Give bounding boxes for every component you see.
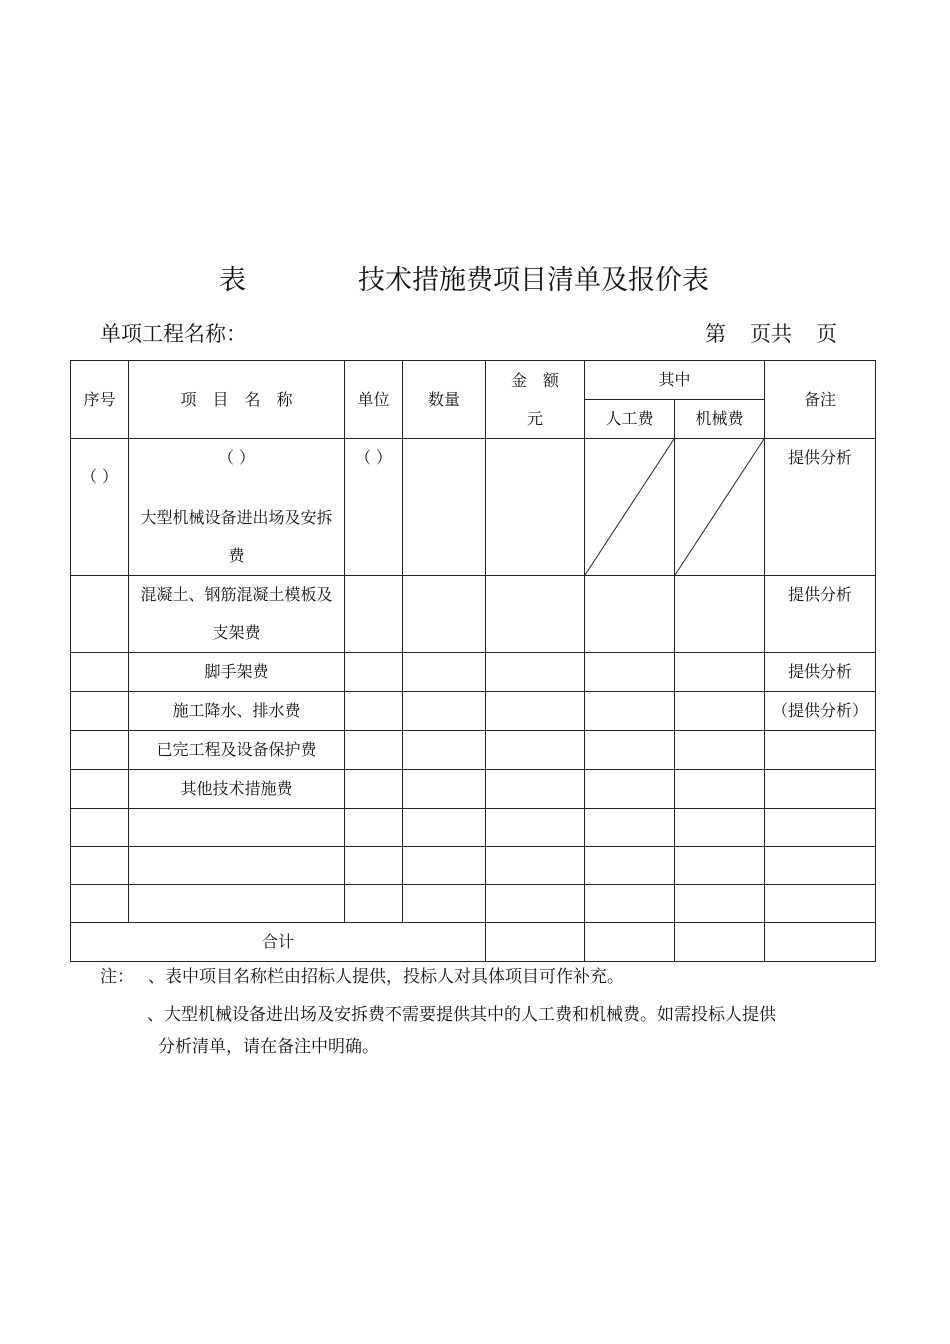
header-amount-top: 金 额: [510, 370, 559, 390]
row1-qty: [403, 439, 486, 576]
blank-cell: [403, 885, 486, 923]
blank-cell: [675, 847, 765, 885]
row3-machine: [675, 653, 765, 692]
row6-unit: [345, 770, 403, 809]
row1-name: [129, 439, 345, 576]
row4-qty: [403, 692, 486, 731]
row1-machine-na: [675, 439, 765, 576]
blank-cell: [585, 847, 675, 885]
row6-amount: [486, 770, 585, 809]
row3-labor: [585, 653, 675, 692]
row2-amount: [486, 576, 585, 653]
diagonal-slash-icon: [675, 439, 764, 575]
blank-cell: [585, 809, 675, 847]
blank-cell: [345, 847, 403, 885]
table-row: [71, 692, 876, 731]
row4-unit: [345, 692, 403, 731]
row5-name: 已完工程及设备保护费: [129, 731, 345, 770]
header-machine: 机械费: [675, 400, 765, 439]
row1-seq: [71, 439, 129, 576]
page-number-gong: 页共: [750, 322, 792, 346]
row5-seq: [71, 731, 129, 770]
table-prefix: 表: [219, 265, 246, 296]
page-title: 技术措施费项目清单及报价表: [358, 265, 709, 296]
row6-labor: [585, 770, 675, 809]
price-table: [70, 360, 876, 962]
row2-remark: 提供分析: [765, 576, 876, 653]
blank-cell: [403, 809, 486, 847]
note-label: 注：: [100, 967, 134, 987]
row2-machine: [675, 576, 765, 653]
row4-amount: [486, 692, 585, 731]
table-row: [71, 770, 876, 809]
header-remark: 备注: [765, 361, 876, 439]
table-row: [71, 653, 876, 692]
row6-machine: [675, 770, 765, 809]
blank-cell: [345, 809, 403, 847]
total-amount: [486, 923, 585, 962]
header-amount-unit: 元: [526, 408, 543, 428]
row3-seq: [71, 653, 129, 692]
row3-amount: [486, 653, 585, 692]
row3-qty: [403, 653, 486, 692]
blank-cell: [675, 809, 765, 847]
note-line-2: 、大型机械设备进出场及安拆费不需要提供其中的人工费和机械费。如需投标人提供: [147, 1005, 776, 1025]
blank-cell: [345, 885, 403, 923]
row3-remark: 提供分析: [765, 653, 876, 692]
row4-remark: （提供分析）: [765, 692, 876, 731]
total-remark: [765, 923, 876, 962]
blank-cell: [486, 885, 585, 923]
diagonal-slash-icon: [585, 439, 674, 575]
row6-remark: [765, 770, 876, 809]
blank-cell: [129, 885, 345, 923]
total-label: 合计: [71, 923, 486, 962]
blank-cell: [675, 885, 765, 923]
row1-labor-na: [585, 439, 675, 576]
blank-cell: [129, 809, 345, 847]
row5-remark: [765, 731, 876, 770]
row1-name-text: 大型机械设备进出场及安拆费: [140, 508, 333, 565]
blank-cell: [403, 847, 486, 885]
table-row: [71, 847, 876, 885]
row5-qty: [403, 731, 486, 770]
page-number-ye: 页: [816, 322, 837, 346]
blank-cell: [71, 885, 129, 923]
blank-cell: [585, 885, 675, 923]
row2-labor: [585, 576, 675, 653]
blank-cell: [486, 809, 585, 847]
row3-name: 脚手架费: [129, 653, 345, 692]
row4-name: 施工降水、排水费: [129, 692, 345, 731]
row1-amount: [486, 439, 585, 576]
row4-seq: [71, 692, 129, 731]
header-unit: 单位: [345, 361, 403, 439]
row5-unit: [345, 731, 403, 770]
blank-cell: [765, 847, 876, 885]
table-row: [71, 439, 876, 576]
blank-cell: [765, 885, 876, 923]
row4-machine: [675, 692, 765, 731]
header-among: 其中: [585, 361, 765, 400]
row2-qty: [403, 576, 486, 653]
table-row: [71, 731, 876, 770]
row5-amount: [486, 731, 585, 770]
row1-remark: 提供分析: [765, 439, 876, 576]
blank-cell: [71, 847, 129, 885]
row2-unit: [345, 576, 403, 653]
note-line-1: [100, 958, 624, 996]
blank-cell: [71, 809, 129, 847]
row3-unit: [345, 653, 403, 692]
total-machine: [675, 923, 765, 962]
row1-unit: （ ）: [345, 439, 403, 576]
note-text-1: 、表中项目名称栏由招标人提供，投标人对具体项目可作补充。: [148, 967, 624, 987]
blank-cell: [129, 847, 345, 885]
row5-labor: [585, 731, 675, 770]
header-labor: 人工费: [585, 400, 675, 439]
table-row: [71, 809, 876, 847]
row6-qty: [403, 770, 486, 809]
row1-seq-text: （ ）: [80, 467, 119, 486]
header-amount: [486, 361, 585, 439]
table-row: [71, 885, 876, 923]
row2-seq: [71, 576, 129, 653]
header-seq: 序号: [71, 361, 129, 439]
table-row: [71, 576, 876, 653]
page-number-di: 第: [705, 322, 726, 346]
row2-name: 混凝土、钢筋混凝土模板及支架费: [129, 576, 345, 653]
note-line-3: 分析清单，请在备注中明确。: [158, 1037, 379, 1057]
row6-seq: [71, 770, 129, 809]
project-name-label: 单项工程名称：: [100, 322, 247, 346]
row1-name-top: （ ）: [217, 448, 256, 467]
header-name: 项 目 名 称: [129, 361, 345, 439]
total-labor: [585, 923, 675, 962]
row4-labor: [585, 692, 675, 731]
row6-name: 其他技术措施费: [129, 770, 345, 809]
row5-machine: [675, 731, 765, 770]
blank-cell: [486, 847, 585, 885]
header-qty: 数量: [403, 361, 486, 439]
blank-cell: [765, 809, 876, 847]
total-row: [71, 923, 876, 962]
